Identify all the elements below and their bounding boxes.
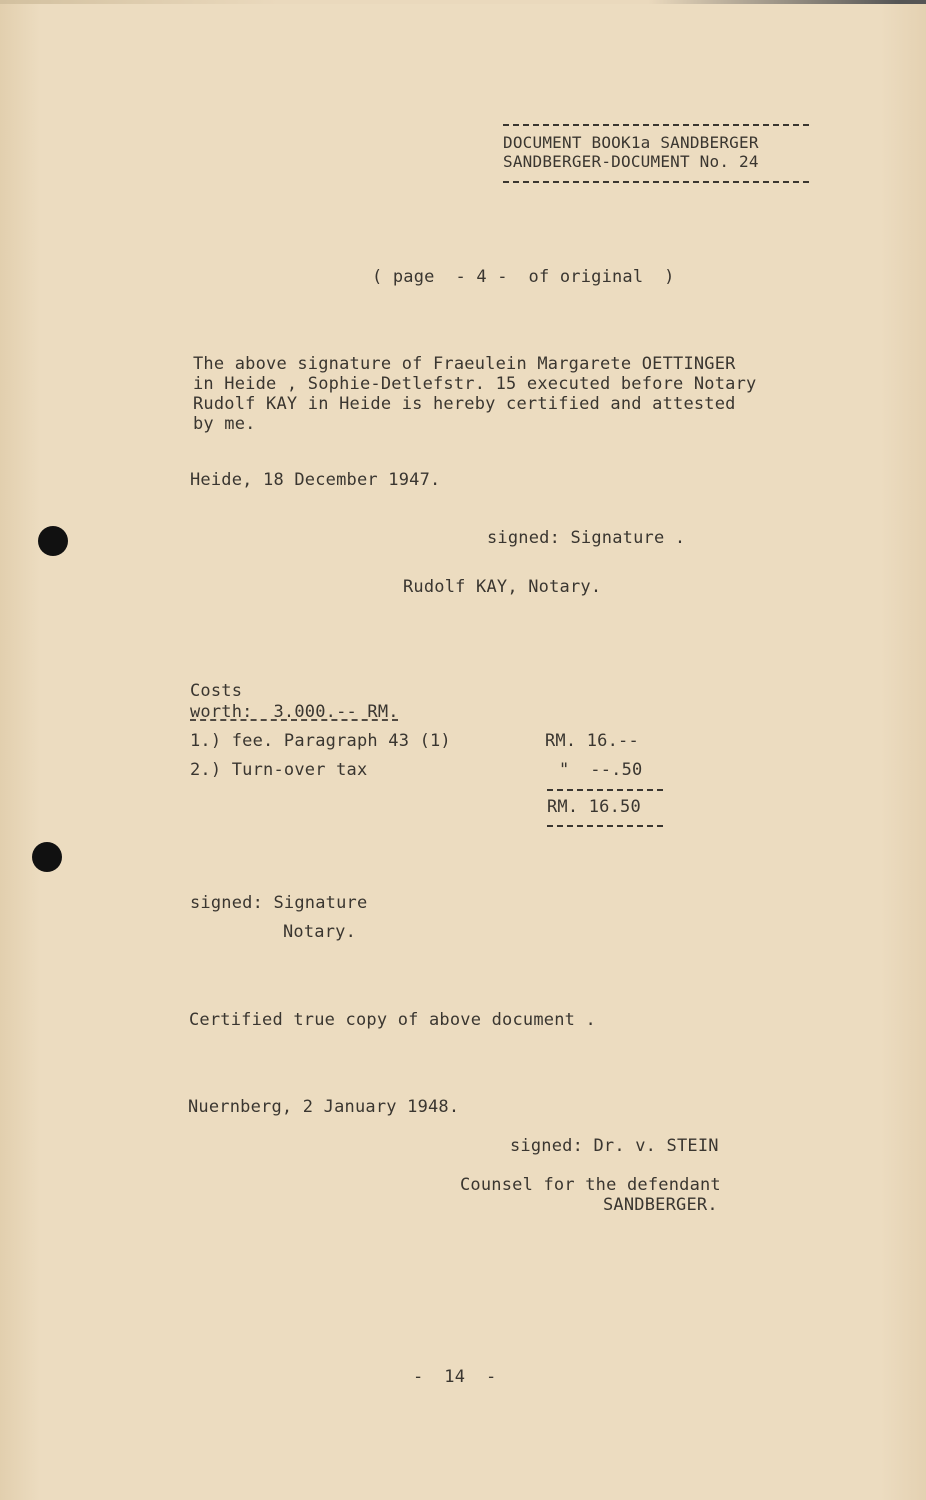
costs-total: RM. 16.50 [547, 797, 641, 817]
certified-copy-statement: Certified true copy of above document . [189, 1010, 596, 1030]
counsel-line-2: SANDBERGER. [603, 1195, 718, 1215]
certification-line-1: The above signature of Fraeulein Margarete OETTINGER [193, 354, 736, 374]
cost-item-2-label: 2.) Turn-over tax [190, 760, 368, 780]
signed-dr-stein: signed: Dr. v. STEIN [510, 1136, 719, 1156]
punch-hole-lower [32, 842, 62, 872]
header-document-number: SANDBERGER-DOCUMENT No. 24 [503, 152, 759, 171]
header-rule-bottom [503, 181, 809, 183]
place-date-nuernberg: Nuernberg, 2 January 1948. [188, 1097, 460, 1117]
page-reference: ( page - 4 - of original ) [372, 267, 675, 287]
counsel-line-1: Counsel for the defendant [460, 1175, 721, 1195]
costs-heading: Costs [190, 681, 243, 701]
certification-line-3: Rudolf KAY in Heide is hereby certified and attested [193, 394, 736, 414]
page-edge [0, 0, 926, 4]
costs-sum-rule [547, 789, 663, 791]
cost-item-1-label: 1.) fee. Paragraph 43 (1) [190, 731, 451, 751]
header-rule-top [503, 124, 809, 126]
page-number: - 14 - [413, 1367, 497, 1387]
place-date-heide: Heide, 18 December 1947. [190, 470, 441, 490]
costs-worth: worth: 3.000.-- RM. [190, 702, 399, 722]
certification-line-4: by me. [193, 414, 256, 434]
costs-total-rule [547, 825, 663, 827]
certification-line-2: in Heide , Sophie-Detlefstr. 15 executed before Notary [193, 374, 757, 394]
cost-item-2-amount: " --.50 [559, 760, 643, 780]
notary-title: Notary. [283, 922, 357, 942]
signed-signature-1: signed: Signature . [487, 528, 686, 548]
signed-signature-2: signed: Signature [190, 893, 368, 913]
notary-name: Rudolf KAY, Notary. [403, 577, 602, 597]
header-document-book: DOCUMENT BOOK1a SANDBERGER [503, 133, 759, 152]
punch-hole-upper [38, 526, 68, 556]
cost-item-1-amount: RM. 16.-- [545, 731, 639, 751]
